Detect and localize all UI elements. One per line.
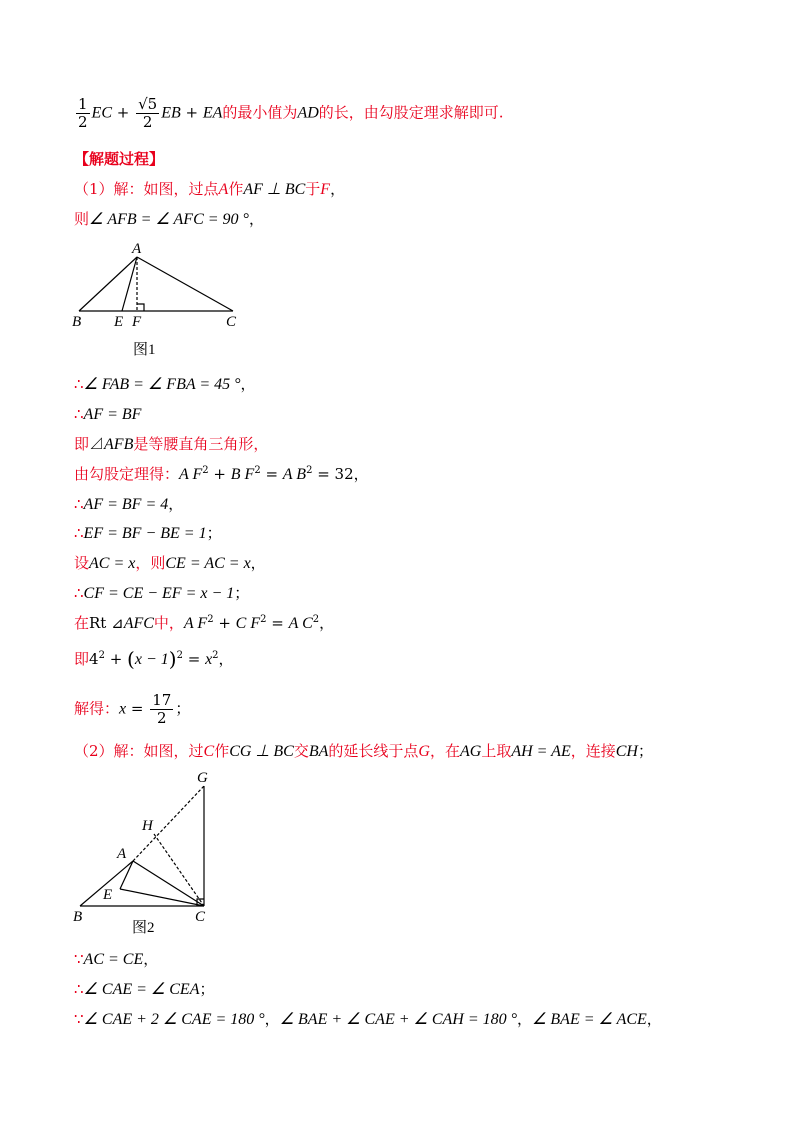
angle-90-line: 则∠ AFB = ∠ AFC = 90 °，: [74, 210, 264, 228]
set-x-line: 设AC = x，则CE = AC = x，: [74, 554, 266, 572]
label-g: G: [197, 770, 208, 786]
section-title: 【解题过程】: [74, 150, 165, 168]
label-c: C: [226, 314, 237, 330]
segment-ae: [120, 861, 133, 889]
angle-45-line: ∴∠ FAB = ∠ FBA = 45 °，: [74, 375, 256, 393]
label-f: F: [132, 314, 142, 330]
af-4-line: ∴AF = BF = 4，: [74, 495, 184, 513]
af-bf-line: ∴AF = BF: [74, 405, 142, 423]
caption-fig2: 图2: [132, 920, 155, 936]
part1-intro: （1）解：如图，过点A作AF ⊥ BC于F，: [74, 180, 346, 198]
side-ac: [137, 257, 233, 311]
segment-ch: [154, 834, 204, 906]
side-ab: [79, 257, 137, 311]
ac-ce-line: ∵AC = CE，: [74, 950, 159, 968]
ef-1-line: ∴EF = BF − BE = 1；: [74, 524, 222, 542]
formula-line: $\frac{1}{2}$ EC + $\frac{√5}{2}$ EB + EA的最小值为AD的长，由勾股定理求解即可.: [78, 95, 504, 131]
fraction-17-2: $\frac{17}{2}$: [152, 691, 172, 727]
rt-afc-line: 在Rt ⊿AFC中，A $F^2 + C$ $F^2 = A$ $C^2$，: [74, 614, 335, 632]
label-h: H: [142, 818, 153, 834]
equation-line: 即$4^2 + (x - 1)^2 = x^2$，: [74, 647, 234, 671]
cae-cea-line: ∴∠ CAE = ∠ CEA；: [74, 980, 215, 998]
segment-ae: [122, 257, 137, 311]
pythagoras-line: 由勾股定理得：A $F^2 + B$ $F^2 = A$ $B^2 = 32$，: [74, 465, 369, 483]
label-b2: B: [73, 909, 83, 925]
label-c2: C: [195, 909, 206, 925]
label-e: E: [114, 314, 124, 330]
solution-line: 解得：x = $\frac{17}{2}$ ；: [74, 691, 191, 727]
isosceles-line: 即⊿AFB是等腰直角三角形，: [74, 435, 269, 453]
angles-sum-line: ∵∠ CAE + 2 ∠ CAE = 180 °，∠ BAE + ∠ CAE + ∠ CAH = 180 °，∠ BAE = ∠ ACE，: [74, 1010, 662, 1028]
fraction-sqrt5-half: $\frac{√5}{2}$: [138, 95, 158, 131]
figure-2: [64, 766, 224, 946]
label-a2: A: [117, 846, 127, 862]
figure-1: [64, 238, 254, 368]
caption-fig1: 图1: [133, 342, 156, 358]
right-angle-mark: [137, 304, 144, 311]
label-b: B: [72, 314, 82, 330]
cf-line: ∴CF = CE − EF = x − 1；: [74, 584, 250, 602]
part2-intro: （2）解：如图，过C作CG ⊥ BC交BA的延长线于点G，在AG上取AH = AE，连接CH；: [74, 742, 653, 760]
fraction-half: $\frac{1}{2}$: [78, 95, 88, 131]
label-e2: E: [103, 887, 113, 903]
label-a: A: [132, 241, 142, 257]
